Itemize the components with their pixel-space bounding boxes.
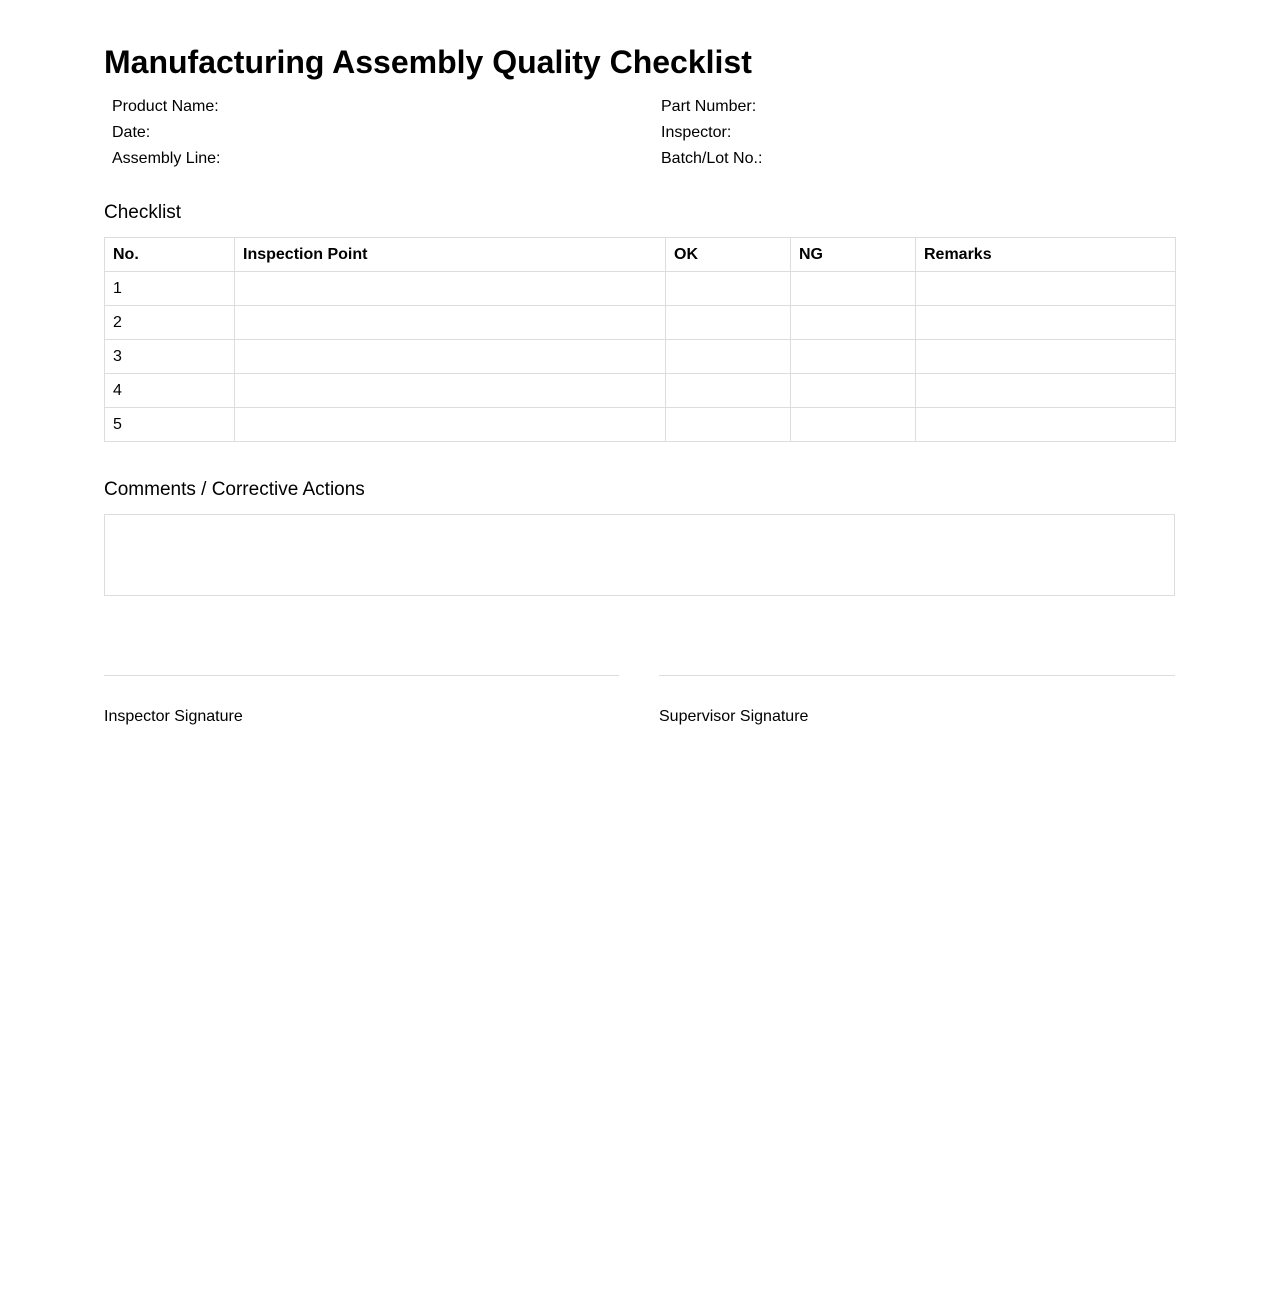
table-row <box>105 408 1176 442</box>
cell-ng[interactable] <box>791 272 916 306</box>
cell-remarks[interactable] <box>916 272 1176 306</box>
assembly-line-label: Assembly Line: <box>112 150 221 167</box>
supervisor-signature-label: Supervisor Signature <box>659 708 809 725</box>
part-number-field[interactable] <box>661 94 762 120</box>
comments-box[interactable] <box>104 514 1175 596</box>
column-header-ok: OK <box>666 238 791 272</box>
table-row <box>105 374 1176 408</box>
cell-inspection-point[interactable] <box>235 374 666 408</box>
cell-no: 4 <box>105 374 235 408</box>
cell-inspection-point[interactable] <box>235 272 666 306</box>
assembly-line-field[interactable] <box>112 146 221 172</box>
date-label: Date: <box>112 124 151 141</box>
batch-lot-label: Batch/Lot No.: <box>661 150 763 167</box>
column-header-ng: NG <box>791 238 916 272</box>
cell-ok[interactable] <box>666 408 791 442</box>
product-name-field[interactable] <box>112 94 221 120</box>
cell-ng[interactable] <box>791 340 916 374</box>
supervisor-signature-block <box>659 675 1175 727</box>
cell-inspection-point[interactable] <box>235 340 666 374</box>
checklist-heading: Checklist <box>104 202 182 223</box>
cell-ok[interactable] <box>666 374 791 408</box>
cell-ok[interactable] <box>666 306 791 340</box>
batch-lot-field[interactable] <box>661 146 762 172</box>
cell-remarks[interactable] <box>916 340 1176 374</box>
cell-inspection-point[interactable] <box>235 408 666 442</box>
cell-remarks[interactable] <box>916 408 1176 442</box>
comments-heading: Comments / Corrective Actions <box>104 479 365 500</box>
info-column-left <box>112 94 221 172</box>
cell-no: 5 <box>105 408 235 442</box>
part-number-label: Part Number: <box>661 98 757 115</box>
cell-no: 1 <box>105 272 235 306</box>
column-header-no: No. <box>105 238 235 272</box>
inspector-label: Inspector: <box>661 124 732 141</box>
column-header-remarks: Remarks <box>916 238 1176 272</box>
cell-ng[interactable] <box>791 306 916 340</box>
document-title: Manufacturing Assembly Quality Checklist <box>104 44 752 80</box>
cell-ok[interactable] <box>666 340 791 374</box>
column-header-inspection-point: Inspection Point <box>235 238 666 272</box>
product-name-label: Product Name: <box>112 98 219 115</box>
cell-ok[interactable] <box>666 272 791 306</box>
table-row <box>105 272 1176 306</box>
supervisor-signature-line[interactable] <box>659 675 1175 676</box>
checklist-table <box>104 237 1176 442</box>
inspector-signature-line[interactable] <box>104 675 619 676</box>
cell-remarks[interactable] <box>916 306 1176 340</box>
info-column-right <box>661 94 762 172</box>
cell-ng[interactable] <box>791 374 916 408</box>
date-field[interactable] <box>112 120 221 146</box>
cell-no: 3 <box>105 340 235 374</box>
cell-ng[interactable] <box>791 408 916 442</box>
table-row <box>105 340 1176 374</box>
inspector-signature-label: Inspector Signature <box>104 708 243 725</box>
cell-no: 2 <box>105 306 235 340</box>
cell-inspection-point[interactable] <box>235 306 666 340</box>
inspector-signature-block <box>104 675 619 727</box>
inspector-field[interactable] <box>661 120 762 146</box>
cell-remarks[interactable] <box>916 374 1176 408</box>
table-header-row <box>105 238 1176 272</box>
table-row <box>105 306 1176 340</box>
